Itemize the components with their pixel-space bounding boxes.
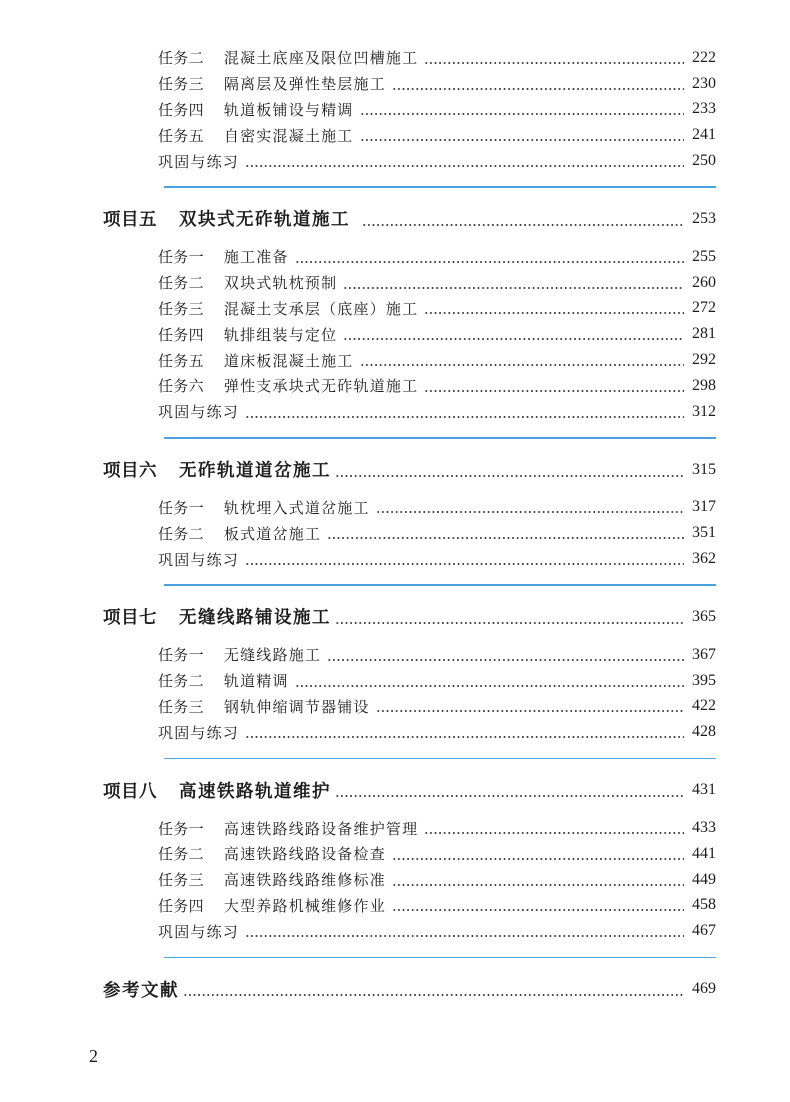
dot-leader	[392, 841, 684, 867]
project-title: 无缝线路铺设施工	[179, 607, 331, 628]
project-number: 项目五	[103, 209, 157, 230]
task-number: 任务一	[158, 646, 204, 665]
task-number: 任务二	[158, 49, 204, 68]
references-title: 参考文献	[103, 979, 179, 1000]
page-reference: 250	[692, 152, 716, 170]
dot-leader	[392, 893, 684, 919]
page-reference: 362	[692, 550, 716, 568]
task-entry	[0, 642, 790, 668]
review-entry	[0, 918, 790, 944]
project-number: 项目八	[103, 780, 157, 801]
section-divider	[164, 957, 716, 959]
page-reference: 312	[692, 402, 716, 420]
task-title: 无缝线路施工	[223, 646, 322, 665]
task-entry	[0, 321, 790, 347]
dot-leader	[424, 815, 684, 841]
dot-leader	[245, 148, 684, 174]
task-title: 大型养路机械维修作业	[223, 896, 386, 915]
review-entry	[0, 148, 790, 174]
review-title: 巩固与练习	[158, 550, 240, 569]
dot-leader	[376, 694, 684, 720]
page-reference: 467	[692, 922, 716, 940]
task-number: 任务一	[158, 498, 204, 517]
page-reference: 298	[692, 376, 716, 394]
page-reference: 428	[692, 723, 716, 741]
dot-leader	[335, 601, 684, 633]
page-reference: 365	[692, 607, 716, 625]
task-entry	[0, 122, 790, 148]
task-title: 隔离层及弹性垫层施工	[223, 75, 386, 94]
page-reference: 441	[692, 844, 716, 862]
task-entry	[0, 347, 790, 373]
task-title: 轨道板铺设与精调	[223, 100, 354, 119]
task-number: 任务二	[158, 672, 204, 691]
task-number: 任务四	[158, 100, 204, 119]
task-entry	[0, 815, 790, 841]
page-reference: 422	[692, 697, 716, 715]
section-divider	[164, 186, 716, 188]
section-divider	[164, 437, 716, 439]
task-title: 混凝土支承层（底座）施工	[223, 299, 419, 318]
table-of-contents	[0, 45, 790, 1014]
task-entry	[0, 520, 790, 546]
project-heading	[0, 203, 790, 235]
dot-leader	[360, 97, 684, 123]
task-title: 钢轨伸缩调节器铺设	[223, 697, 370, 716]
dot-leader	[245, 399, 684, 425]
page-reference: 230	[692, 74, 716, 92]
dot-leader	[392, 71, 684, 97]
task-number: 任务二	[158, 274, 204, 293]
dot-leader	[424, 296, 684, 322]
dot-leader	[343, 270, 684, 296]
review-title: 巩固与练习	[158, 403, 240, 422]
page-reference: 233	[692, 100, 716, 118]
task-number: 任务三	[158, 697, 204, 716]
project-title: 无砟轨道道岔施工	[179, 460, 331, 481]
task-entry	[0, 841, 790, 867]
page-reference: 367	[692, 645, 716, 663]
task-title: 混凝土底座及限位凹槽施工	[223, 49, 419, 68]
page-reference: 395	[692, 671, 716, 689]
task-title: 高速铁路线路设备维护管理	[223, 819, 419, 838]
task-number: 任务三	[158, 299, 204, 318]
task-number: 任务四	[158, 325, 204, 344]
dot-leader	[245, 719, 684, 745]
page-reference: 241	[692, 126, 716, 144]
dot-leader	[392, 867, 684, 893]
review-entry	[0, 546, 790, 572]
dot-leader	[360, 347, 684, 373]
references-entry	[0, 973, 790, 1005]
page-reference: 317	[692, 498, 716, 516]
dot-leader	[335, 454, 684, 486]
review-title: 巩固与练习	[158, 723, 240, 742]
dot-leader	[362, 203, 684, 235]
task-number: 任务一	[158, 819, 204, 838]
dot-leader	[295, 668, 684, 694]
task-entry	[0, 495, 790, 521]
task-number: 任务三	[158, 871, 204, 890]
task-entry	[0, 694, 790, 720]
task-number: 任务六	[158, 377, 204, 396]
task-number: 任务一	[158, 248, 204, 267]
page-reference: 260	[692, 273, 716, 291]
dot-leader	[245, 546, 684, 572]
task-entry	[0, 296, 790, 322]
page-reference: 222	[692, 48, 716, 66]
dot-leader	[424, 373, 684, 399]
dot-leader	[295, 244, 684, 270]
task-title: 双块式轨枕预制	[223, 274, 338, 293]
task-title: 高速铁路线路维修标准	[223, 871, 386, 890]
page-reference: 433	[692, 819, 716, 837]
task-entry	[0, 668, 790, 694]
dot-leader	[183, 973, 684, 1005]
project-number: 项目七	[103, 607, 157, 628]
page-reference: 469	[692, 980, 716, 998]
dot-leader	[424, 45, 684, 71]
task-entry	[0, 71, 790, 97]
page-reference: 351	[692, 524, 716, 542]
project-heading	[0, 601, 790, 633]
page-reference: 272	[692, 299, 716, 317]
dot-leader	[335, 774, 684, 806]
task-number: 任务五	[158, 351, 204, 370]
task-title: 弹性支承块式无砟轨道施工	[223, 377, 419, 396]
task-entry	[0, 97, 790, 123]
task-entry	[0, 45, 790, 71]
dot-leader	[327, 642, 684, 668]
page-reference: 292	[692, 351, 716, 369]
task-number: 任务二	[158, 524, 204, 543]
task-entry	[0, 893, 790, 919]
dot-leader	[327, 520, 684, 546]
page-number: 2	[89, 1046, 98, 1066]
review-title: 巩固与练习	[158, 152, 240, 171]
task-title: 道床板混凝土施工	[223, 351, 354, 370]
review-title: 巩固与练习	[158, 922, 240, 941]
page-reference: 253	[692, 209, 716, 227]
page-reference: 315	[692, 460, 716, 478]
task-title: 轨道精调	[223, 672, 289, 691]
section-divider	[164, 758, 716, 760]
task-title: 施工准备	[223, 248, 289, 267]
task-title: 轨枕埋入式道岔施工	[223, 498, 370, 517]
review-entry	[0, 399, 790, 425]
review-entry	[0, 719, 790, 745]
page-reference: 281	[692, 325, 716, 343]
page-reference: 255	[692, 247, 716, 265]
task-number: 任务三	[158, 75, 204, 94]
page-reference: 449	[692, 870, 716, 888]
project-heading	[0, 774, 790, 806]
project-title: 高速铁路轨道维护	[179, 780, 331, 801]
task-entry	[0, 373, 790, 399]
project-number: 项目六	[103, 460, 157, 481]
task-title: 自密实混凝土施工	[223, 126, 354, 145]
task-title: 板式道岔施工	[223, 524, 322, 543]
task-number: 任务二	[158, 845, 204, 864]
dot-leader	[376, 495, 684, 521]
project-title: 双块式无砟轨道施工	[179, 209, 350, 230]
task-title: 轨排组装与定位	[223, 325, 338, 344]
page-reference: 458	[692, 896, 716, 914]
section-divider	[164, 584, 716, 586]
dot-leader	[360, 122, 684, 148]
task-entry	[0, 244, 790, 270]
task-entry	[0, 270, 790, 296]
task-number: 任务四	[158, 896, 204, 915]
page-reference: 431	[692, 781, 716, 799]
task-entry	[0, 867, 790, 893]
dot-leader	[343, 321, 684, 347]
task-title: 高速铁路线路设备检查	[223, 845, 386, 864]
dot-leader	[245, 918, 684, 944]
project-heading	[0, 454, 790, 486]
task-number: 任务五	[158, 126, 204, 145]
